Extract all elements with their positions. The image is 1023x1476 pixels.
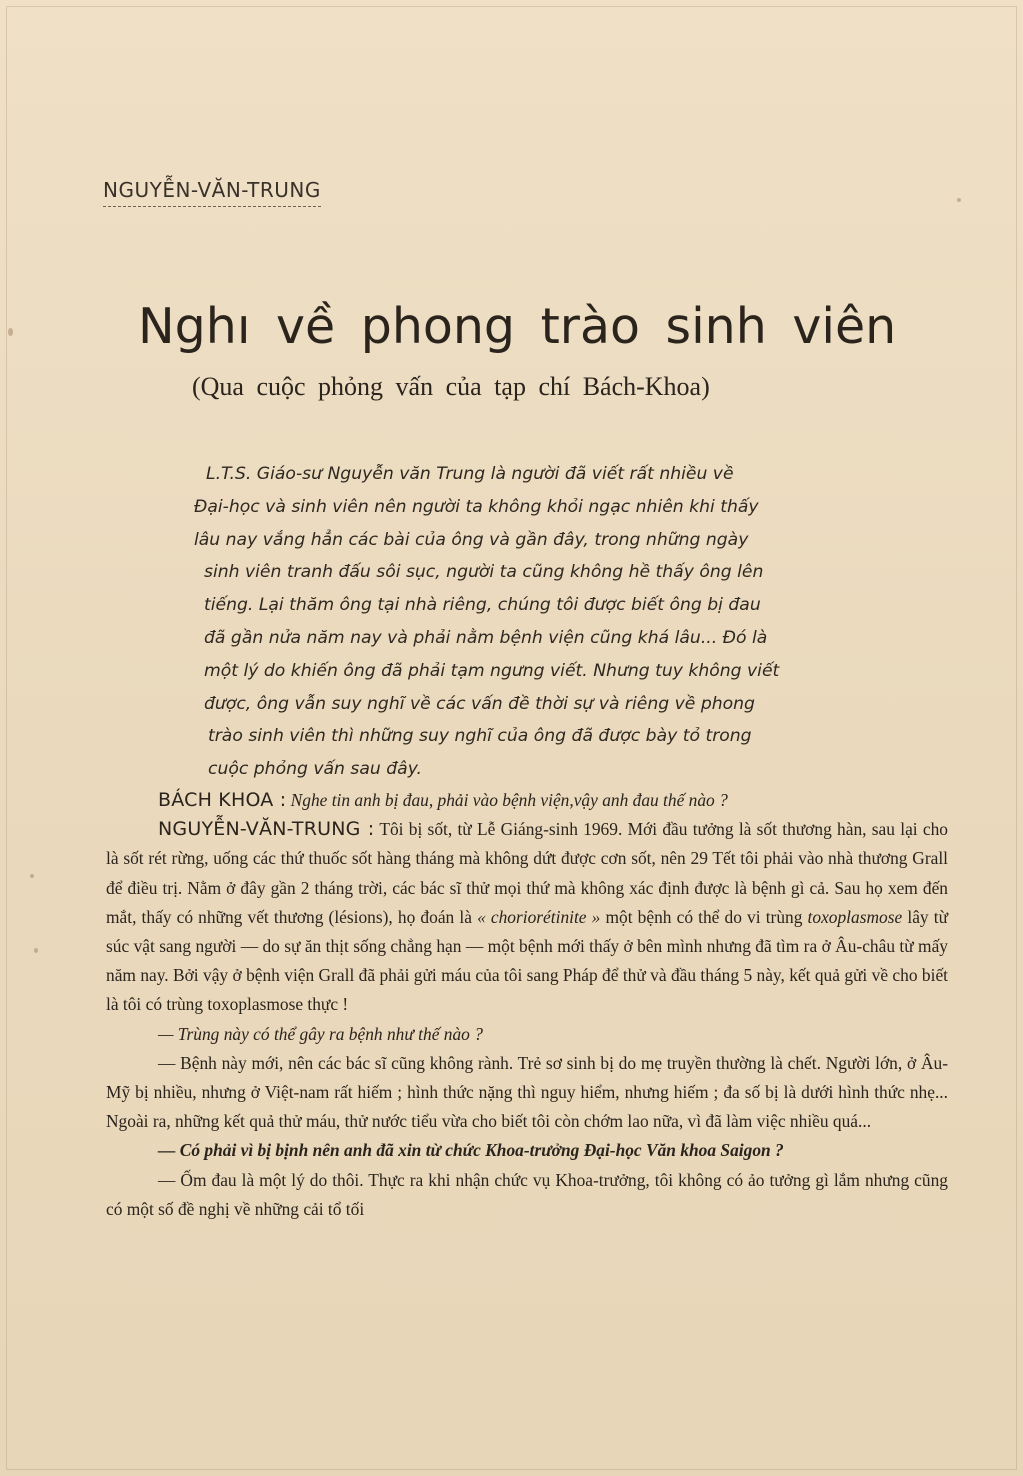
bk-question-paragraph xyxy=(106,786,948,815)
editor-note-line: cuộc phỏng vấn sau đây. xyxy=(208,759,423,780)
article-subtitle: (Qua cuộc phỏng vấn của tạp chí Bách-Khoa) xyxy=(192,372,710,401)
answer-1-text-c: lây từ súc vật sang người — do sự ăn thịt sống chẳng hạn — một bệnh mới thấy ở bên mình nhưng đã tìm ra ở Âu-châu từ mấy năm nay. Bởi vậy ở bệnh viện Grall đã phải gửi máu của tôi sang Pháp để thử và đầu tháng 5 này, kết quả gửi về cho biết là tôi có trùng toxoplasmose thực ! xyxy=(106,906,949,1015)
speaker-bach-khoa: BÁCH KHOA : xyxy=(158,789,287,811)
editor-note-line: một lý do khiến ông đã phải tạm ngưng viết. Nhưng tuy không viết xyxy=(204,660,780,681)
editor-note-line: sinh viên tranh đấu sôi sục, người ta cũng không hề thấy ông lên xyxy=(204,562,764,583)
speaker-nguyen-van-trung: NGUYỄN-VĂN-TRUNG : xyxy=(158,818,375,841)
paper-speck xyxy=(34,948,38,953)
question-2: — Trùng này có thể gây ra bệnh như thế nào ? xyxy=(158,1023,483,1044)
article-title: Nghı về phong trào sinh viên xyxy=(138,298,897,355)
editor-note-line: trào sinh viên thì những suy nghĩ của ông đã được bày tỏ trong xyxy=(208,726,752,747)
paper-speck xyxy=(957,198,961,202)
editor-note-line: đã gần nửa năm nay và phải nằm bệnh viện cũng khá lâu... Đó là xyxy=(204,627,768,648)
paper-speck xyxy=(8,328,13,336)
question-1: Nghe tin anh bị đau, phải vào bệnh viện,vậy anh đau thế nào ? xyxy=(290,790,728,810)
editor-note-line: tiếng. Lại thăm ông tại nhà riêng, chúng tôi được biết ông bị đau xyxy=(204,595,761,616)
editor-note-line: Đại-học và sinh viên nên người ta không khỏi ngạc nhiên khi thấy xyxy=(194,496,759,517)
interview-body xyxy=(106,786,948,1224)
paper-speck xyxy=(30,874,34,878)
answer-3: — Ốm đau là một lý do thôi. Thực ra khi nhận chức vụ Khoa-trưởng, tôi không có ảo tưởng gì lắm nhưng cũng có một số đề nghị về những cải tổ tối xyxy=(106,1169,948,1219)
author-name: NGUYỄN-VĂN-TRUNG xyxy=(103,178,321,207)
term-toxoplasmose: toxoplasmose xyxy=(807,906,903,927)
editor-note xyxy=(194,458,950,786)
editor-note-line: được, ông vẫn suy nghĩ về các vấn đề thời sự và riêng về phong xyxy=(204,693,755,714)
answer-1-paragraph xyxy=(106,815,948,1019)
answer-1-text-b: một bệnh có thể do vi trùng xyxy=(605,906,803,927)
term-choriorétinite: « choriorétinite » xyxy=(477,906,601,927)
question-3: — Có phải vì bị bịnh nên anh đã xin từ chức Khoa-trưởng Đại-học Văn khoa Saigon ? xyxy=(158,1140,784,1161)
answer-2: — Bệnh này mới, nên các bác sĩ cũng không rành. Trẻ sơ sinh bị do mẹ truyền thường là chết. Người lớn, ở Âu-Mỹ bị nhiều, nhưng ở Việt-nam rất hiếm ; hình thức nặng thì nguy hiểm, nhưng hiếm ; đa số bị là dưới hình thức nhẹ... Ngoài ra, những kết quả thử máu, thử nước tiểu vừa cho biết tôi còn chớm lao nữa, vì đã làm việc nhiều quá... xyxy=(106,1052,948,1132)
answer-1-text-a: Tôi bị sốt, từ Lễ Giáng-sinh 1969. Mới đầu tưởng là sốt thương hàn, sau lại cho là sốt rét rừng, uống các thứ thuốc sốt hàng tháng mà không dứt được cơn sốt, nên 29 Tết tôi phải vào nhà thương Grall để điều trị. Nằm ở đây gần 2 tháng trời, các bác sĩ thử mọi thứ mà không xác định được là bệnh gì cả. Sau họ xem đến mắt, thấy có những vết thương (lésions), họ đoán là xyxy=(106,819,948,927)
editor-note-line: L.T.S. Giáo-sư Nguyễn văn Trung là người đã viết rất nhiều về xyxy=(206,464,734,484)
editor-note-line: lâu nay vắng hẳn các bài của ông và gần đây, trong những ngày xyxy=(194,529,749,550)
